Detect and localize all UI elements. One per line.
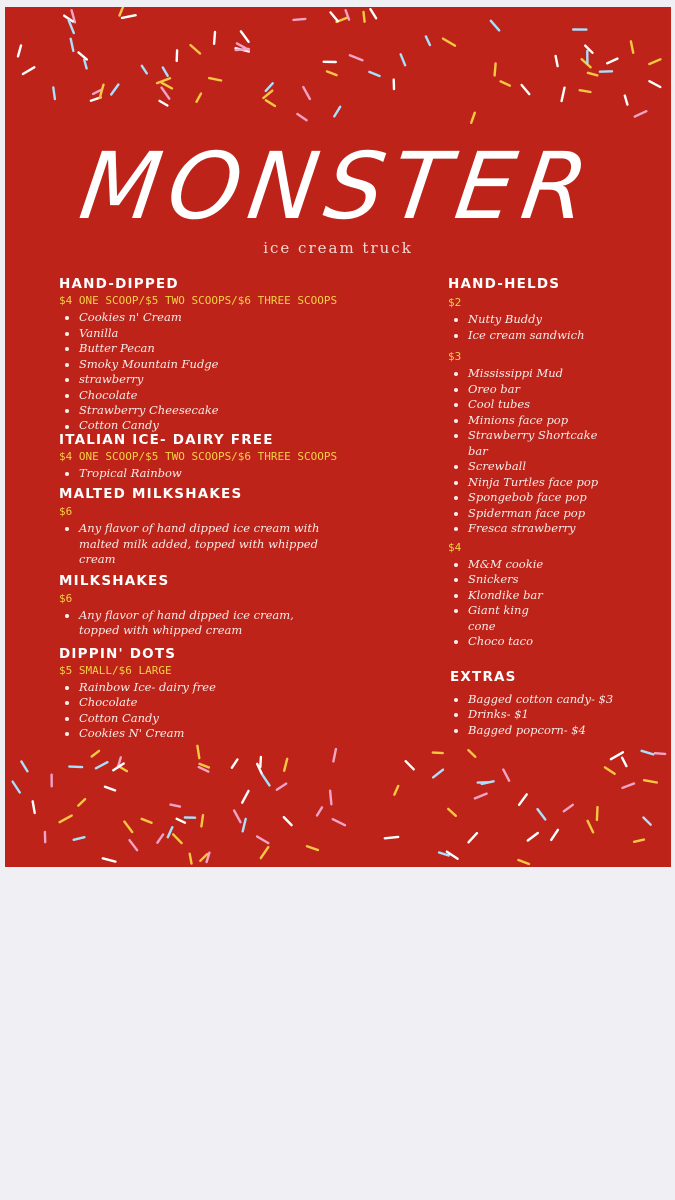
list-item: Spongebob face pop xyxy=(448,490,658,506)
sprinkle xyxy=(364,12,365,22)
sprinkle xyxy=(503,770,509,781)
product-list xyxy=(448,312,658,343)
list-item: Cotton Candy xyxy=(59,419,359,431)
sprinkle xyxy=(157,78,170,83)
section-italian-ice xyxy=(59,431,359,482)
section-heading: DIPPIN' DOTS xyxy=(59,645,177,662)
sprinkle xyxy=(21,762,27,772)
section-heading: HAND-HELDS xyxy=(448,276,561,292)
sprinkle xyxy=(260,757,261,767)
sprinkle xyxy=(471,113,475,123)
sprinkle xyxy=(297,114,306,120)
sprinkle xyxy=(564,805,573,812)
sprinkle xyxy=(433,753,443,754)
section-hand-dipped xyxy=(59,275,359,431)
list-item: Klondike bar xyxy=(448,588,658,604)
sprinkle xyxy=(369,72,379,76)
sprinkle xyxy=(74,837,85,840)
description-list xyxy=(59,521,359,568)
sprinkle xyxy=(33,801,35,813)
sprinkle xyxy=(406,761,414,769)
sprinkle xyxy=(69,767,82,768)
list-item: Bagged popcorn- $4 xyxy=(448,723,658,739)
sprinkle xyxy=(562,88,565,101)
sprinkle xyxy=(78,799,85,806)
product-list xyxy=(448,557,658,650)
sprinkle xyxy=(105,787,115,791)
sprinkle xyxy=(162,83,172,89)
left-menu-column xyxy=(59,275,359,742)
list-item: Cool tubes xyxy=(448,397,658,413)
sprinkle xyxy=(197,94,202,102)
list-item: Nutty Buddy xyxy=(448,312,658,328)
list-item: Smoky Mountain Fudge xyxy=(59,357,359,373)
sprinkle xyxy=(623,784,635,788)
sprinkle xyxy=(263,91,272,98)
list-item: Butter Pecan xyxy=(59,341,359,357)
sprinkle xyxy=(103,858,116,861)
sprinkle xyxy=(142,66,147,74)
section-dippin-dots xyxy=(59,645,359,742)
sprinkle xyxy=(495,64,496,76)
sprinkle xyxy=(538,809,546,819)
list-item: strawberry xyxy=(59,372,359,388)
sprinkle xyxy=(307,846,318,850)
product-list xyxy=(448,366,658,537)
sprinkle xyxy=(173,834,181,843)
section-heading: HAND-DIPPED xyxy=(59,276,179,292)
sprinkle xyxy=(518,860,529,864)
sprinkle xyxy=(241,31,249,41)
section-heading: ITALIAN ICE- DAIRY FREE xyxy=(59,431,274,448)
sprinkle xyxy=(370,9,376,18)
sprinkle xyxy=(448,809,456,816)
list-item: Snickers xyxy=(448,572,658,588)
section-malted-milkshakes xyxy=(59,485,359,568)
section-hand-helds xyxy=(448,275,658,650)
sprinkle xyxy=(519,794,527,804)
sprinkle xyxy=(649,59,660,64)
list-item: Tropical Rainbow xyxy=(59,466,359,482)
sprinkle xyxy=(171,805,180,807)
sprinkle xyxy=(168,827,173,837)
sprinkle xyxy=(214,32,215,44)
sprinkle xyxy=(257,837,268,844)
sprinkle xyxy=(588,73,597,76)
list-item: Vanilla xyxy=(59,326,359,342)
list-item: Rainbow Ice- dairy free xyxy=(59,680,359,696)
flavor-list xyxy=(59,466,359,482)
sprinkle xyxy=(266,100,275,106)
sprinkle xyxy=(556,56,558,66)
sprinkle xyxy=(124,822,132,832)
sprinkle xyxy=(394,786,398,795)
sprinkle xyxy=(330,791,331,805)
sprinkle xyxy=(84,60,86,69)
sprinkle xyxy=(501,81,510,85)
sprinkle xyxy=(433,770,443,778)
list-item: Oreo bar xyxy=(448,382,658,398)
sprinkle xyxy=(469,833,478,842)
sprinkle xyxy=(163,68,168,76)
sprinkle xyxy=(122,15,136,18)
sprinkle xyxy=(191,45,201,53)
sprinkle xyxy=(243,819,246,831)
description-list xyxy=(59,608,359,639)
sprinkle xyxy=(236,49,249,50)
list-item: Chocolate xyxy=(59,695,359,711)
extras-list xyxy=(448,692,658,739)
list-item: M&M cookie xyxy=(448,557,658,573)
sprinkle xyxy=(162,88,170,99)
section-price: $4 ONE SCOOP/$5 TWO SCOOPS/$6 THREE SCOOPS xyxy=(59,449,338,463)
sprinkle xyxy=(580,90,591,92)
sprinkle xyxy=(201,815,203,826)
sprinkle xyxy=(385,837,398,838)
sprinkle xyxy=(551,830,558,840)
sprinkle xyxy=(468,750,475,757)
section-heading: EXTRAS xyxy=(450,668,517,685)
list-item: Drinks- $1 xyxy=(448,707,658,723)
sprinkle xyxy=(92,751,99,757)
sprinkle xyxy=(643,818,650,825)
sprinkle xyxy=(635,111,647,116)
sprinkle xyxy=(582,59,591,67)
menu-poster xyxy=(5,7,671,867)
sprinkle xyxy=(522,85,530,94)
list-item: Choco taco xyxy=(448,634,658,650)
sprinkle xyxy=(303,87,310,99)
sprinkle xyxy=(642,751,654,755)
sprinkle xyxy=(528,833,538,841)
sprinkle xyxy=(190,854,192,864)
sprinkle xyxy=(350,55,363,60)
tier-price: $3 xyxy=(448,350,462,363)
list-item: Cookies n' Cream xyxy=(59,310,359,326)
section-heading: MILKSHAKES xyxy=(59,572,170,589)
section-price: $5 SMALL/$6 LARGE xyxy=(59,663,172,677)
list-item: Ice cream sandwich xyxy=(448,328,658,344)
sprinkle xyxy=(334,107,340,117)
sprinkle xyxy=(588,821,594,832)
sprinkle xyxy=(234,811,240,823)
truck-title: MONSTER xyxy=(73,133,603,240)
list-item: Minions face pop xyxy=(448,413,658,429)
list-item: Any flavor of hand dipped ice cream, topped with whipped cream xyxy=(59,608,309,639)
sprinkle xyxy=(631,41,633,52)
sprinkle xyxy=(625,96,628,105)
sprinkle xyxy=(597,807,598,820)
sprinkle xyxy=(644,780,657,782)
sprinkle xyxy=(294,19,306,20)
list-item: Ninja Turtles face pop xyxy=(448,475,658,491)
list-item: Cookies N' Cream xyxy=(59,726,359,742)
sprinkle xyxy=(209,78,221,80)
section-heading: MALTED MILKSHAKES xyxy=(59,486,243,502)
sprinkle xyxy=(331,12,338,21)
sprinkle xyxy=(160,101,168,106)
section-price: $6 xyxy=(59,591,73,605)
list-item: Any flavor of hand dipped ice cream with malted milk added, topped with whipped cream xyxy=(59,521,321,568)
sprinkle xyxy=(317,807,322,815)
sprinkle xyxy=(242,791,248,803)
list-item: Chocolate xyxy=(59,388,359,404)
sprinkle xyxy=(142,819,152,823)
sprinkle xyxy=(426,37,430,46)
sprinkle xyxy=(284,759,287,771)
sprinkle xyxy=(634,840,644,842)
list-item: Strawberry Shortcake bar xyxy=(448,428,618,459)
sprinkle xyxy=(655,753,665,754)
sprinkle xyxy=(605,767,615,773)
truck-subtitle: ice cream truck xyxy=(263,239,413,257)
sprinkle xyxy=(622,758,626,766)
sprinkle xyxy=(475,794,487,799)
list-item: Fresca strawberry xyxy=(448,521,658,537)
sprinkle xyxy=(120,7,124,16)
sprinkle xyxy=(71,39,74,51)
list-item: Screwball xyxy=(448,459,658,475)
flavor-list xyxy=(59,310,359,431)
sprinkle xyxy=(111,85,118,95)
list-item: Giant king cone xyxy=(448,603,548,634)
section-milkshakes xyxy=(59,572,359,639)
sprinkle xyxy=(284,817,292,825)
sprinkle xyxy=(79,52,87,59)
tier-price: $2 xyxy=(448,296,462,309)
sprinkle xyxy=(649,81,660,87)
sprinkle xyxy=(13,782,20,793)
sprinkle xyxy=(23,67,34,74)
sprinkle xyxy=(607,59,617,64)
list-item: Bagged cotton candy- $3 xyxy=(448,692,658,708)
flavor-list xyxy=(59,680,359,742)
list-item: Spiderman face pop xyxy=(448,506,658,522)
right-menu-column xyxy=(448,275,658,738)
list-item: Cotton Candy xyxy=(59,711,359,727)
section-extras xyxy=(448,668,658,739)
sprinkle xyxy=(491,21,499,31)
sprinkle xyxy=(18,46,21,57)
sprinkle xyxy=(333,749,336,761)
sprinkle xyxy=(53,88,55,100)
sprinkle xyxy=(327,71,337,75)
tier-price: $4 xyxy=(448,540,462,554)
section-price: $4 ONE SCOOP/$5 TWO SCOOPS/$6 THREE SCOOPS xyxy=(59,294,338,307)
sprinkle xyxy=(277,784,286,790)
sprinkle xyxy=(177,819,185,823)
sprinkle xyxy=(157,835,163,843)
sprinkle xyxy=(261,847,269,858)
sprinkle xyxy=(401,54,405,65)
sprinkle xyxy=(443,39,455,46)
section-price: $6 xyxy=(59,505,73,518)
sprinkle xyxy=(96,762,108,768)
sprinkle xyxy=(232,760,238,768)
sprinkle xyxy=(197,746,199,758)
sprinkle xyxy=(333,819,345,825)
list-item: Mississippi Mud xyxy=(448,366,658,382)
sprinkle xyxy=(130,840,138,850)
sprinkle xyxy=(262,774,270,785)
sprinkle xyxy=(60,816,72,823)
list-item: Strawberry Cheesecake xyxy=(59,403,359,419)
